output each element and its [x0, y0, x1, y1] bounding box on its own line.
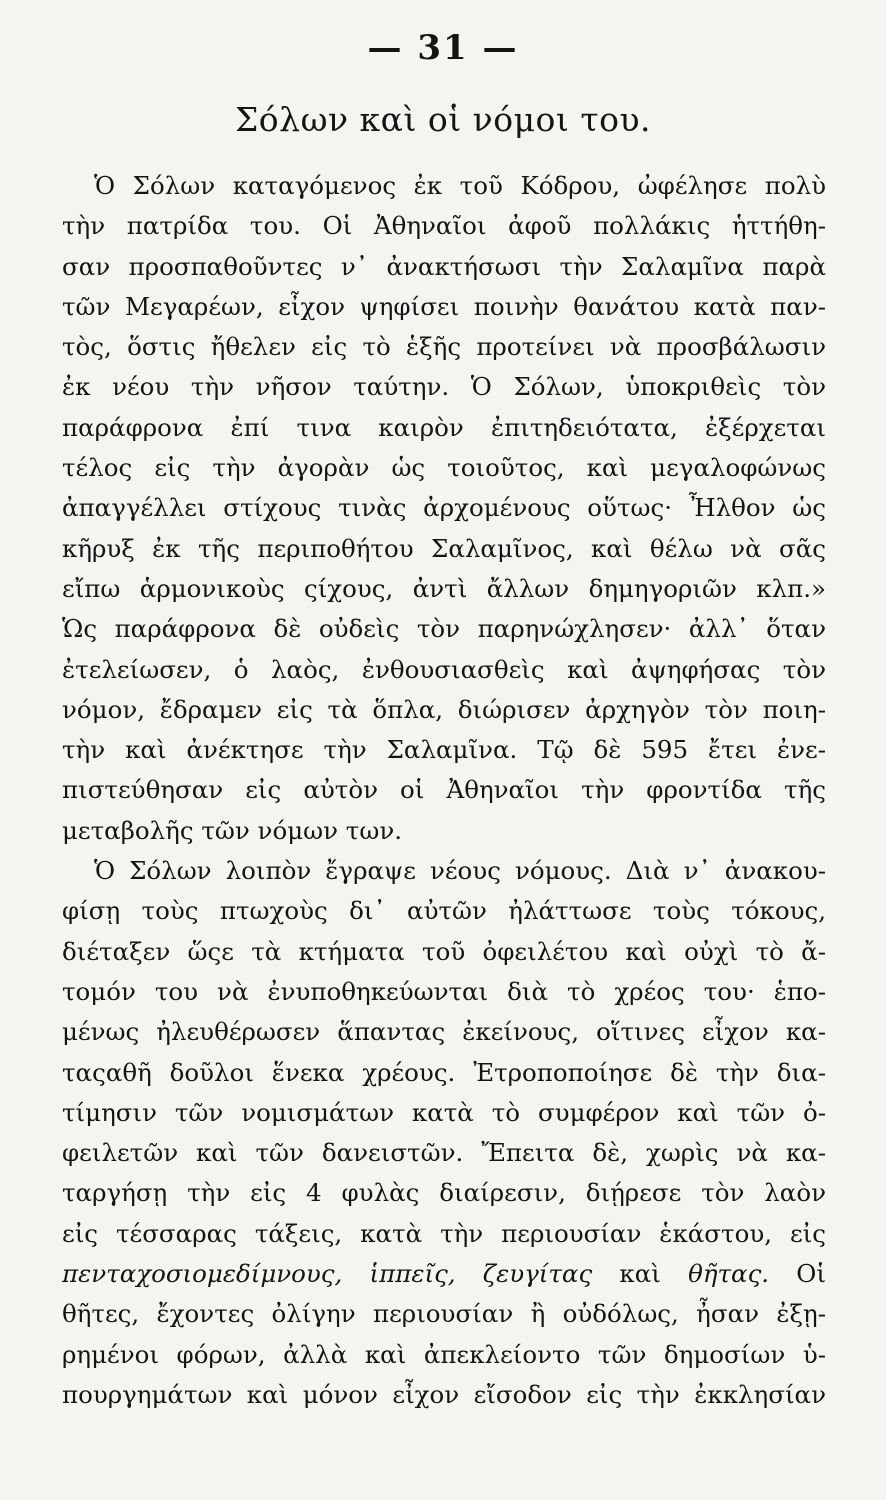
section-title: Σόλων καὶ οἱ νόμοι του.: [234, 100, 652, 139]
text-line: κῆρυξ ἐκ τῆς περιποθήτου Σαλαμῖνος, καὶ θέλω νὰ σᾶς: [62, 533, 826, 563]
text-line: τέλος εἰς τὴν ἀγορὰν ὡς τοιοῦτος, καὶ μεγαλοφώνως: [62, 453, 826, 483]
text-segment: Οἱ: [769, 1259, 826, 1289]
text-line: νόμον, ἔδραμεν εἰς τὰ ὅπλα, διώρισεν ἀρχηγὸν τὸν ποιη-: [62, 694, 826, 724]
text-line: ταργήσῃ τὴν εἰς 4 φυλὰς διαίρεσιν, διῄρεσε τὸν λαὸν: [62, 1178, 826, 1208]
text-line: τὴν καὶ ἀνέκτησε τὴν Σαλαμῖνα. Τῷ δὲ 595 ἔτει ἐνε-: [62, 735, 826, 765]
text-line: τίμησιν τῶν νομισμάτων κατὰ τὸ συμφέρον καὶ τῶν ὀ-: [62, 1097, 826, 1127]
text-line: Ὡς παράφρονα δὲ οὐδεὶς τὸν παρηνώχλησεν· ἀλλ᾽ ὅταν: [62, 614, 826, 644]
text-line: παράφρονα ἐπί τινα καιρὸν ἐπιτηδειότατα, ἐξέρχεται: [62, 412, 826, 442]
text-line: εἰς τέσσαρας τάξεις, κατὰ τὴν περιουσίαν ἑκάστου, εἰς: [62, 1218, 826, 1248]
text-line: ἐκ νέου τὴν νῆσον ταύτην. Ὁ Σόλων, ὑποκριθεὶς τὸν: [62, 372, 826, 402]
text-line: σαν προσπαθοῦντες ν᾽ ἀνακτήσωσι τὴν Σαλαμῖνα παρὰ: [62, 251, 826, 281]
text-line: ἀπαγγέλλει στίχους τινὰς ἀρχομένους οὕτως· Ἦλθον ὡς: [62, 493, 826, 523]
text-line: ἐτελείωσεν, ὁ λαὸς, ἐνθουσιασθεὶς καὶ ἀψηφήσας τὸν: [62, 654, 826, 684]
text-line: πουργημάτων καὶ μόνον εἶχον εἴσοδον εἰς τὴν ἐκκλησίαν: [62, 1379, 826, 1409]
text-line: ταςαθῆ δοῦλοι ἕνεκα χρέους. Ἐτροποποίησε δὲ τὴν δια-: [62, 1057, 826, 1087]
text-line: εἴπω ἁρμονικοὺς ςίχους, ἀντὶ ἄλλων δημηγοριῶν κλπ.»: [62, 573, 826, 603]
text-line: τῶν Μεγαρέων, εἶχον ψηφίσει ποινὴν θανάτου κατὰ παν-: [62, 291, 826, 321]
text-line: διέταξεν ὥςε τὰ κτήματα τοῦ ὀφειλέτου καὶ οὐχὶ τὸ ἄ-: [62, 936, 826, 966]
text-line: φειλετῶν καὶ τῶν δανειστῶν. Ἔπειτα δὲ, χωρὶς νὰ κα-: [62, 1138, 826, 1168]
text-line: πιστεύθησαν εἰς αὐτὸν οἱ Ἀθηναῖοι τὴν φροντίδα τῆς: [62, 775, 826, 805]
text-line: θῆτες, ἔχοντες ὀλίγην περιουσίαν ἢ οὐδόλως, ἦσαν ἐξῃ-: [62, 1299, 826, 1329]
italic-class-names: πενταχοσιομεδίμνους, ἱππεῖς, ζευγίτας: [62, 1259, 593, 1289]
text-line: τομόν του νὰ ἐνυποθηκεύωνται διὰ τὸ χρέος του· ἑπο-: [62, 976, 826, 1006]
text-line: φίσῃ τοὺς πτωχοὺς δι᾽ αὐτῶν ἠλάττωσε τοὺς τόκους,: [62, 896, 826, 926]
text-line: Ὁ Σόλων λοιπὸν ἔγραψε νέους νόμους. Διὰ ν᾽ ἀνακου-: [94, 856, 826, 886]
page-number: — 31 —: [367, 28, 519, 68]
text-segment: καὶ: [592, 1259, 689, 1289]
italic-class-name: θῆτας.: [688, 1259, 770, 1289]
text-line: μένως ἠλευθέρωσεν ἅπαντας ἐκείνους, οἵτινες εἶχον κα-: [62, 1017, 826, 1047]
text-line-mixed: [62, 1254, 826, 1294]
text-line: Ὁ Σόλων καταγόμενος ἐκ τοῦ Κόδρου, ὠφέλησε πολὺ: [94, 171, 826, 200]
text-line: τὸς, ὅστις ἤθελεν εἰς τὸ ἑξῆς προτείνει νὰ προσβάλωσιν: [62, 332, 826, 362]
text-line: μεταβολῆς τῶν νόμων των.: [62, 815, 402, 845]
text-line: τὴν πατρίδα του. Οἱ Ἀθηναῖοι ἀφοῦ πολλάκις ἡττήθη-: [62, 211, 826, 241]
text-line: ρημένοι φόρων, ἀλλὰ καὶ ἀπεκλείοντο τῶν δημοσίων ὑ-: [62, 1339, 826, 1369]
body-text: [62, 166, 826, 1415]
